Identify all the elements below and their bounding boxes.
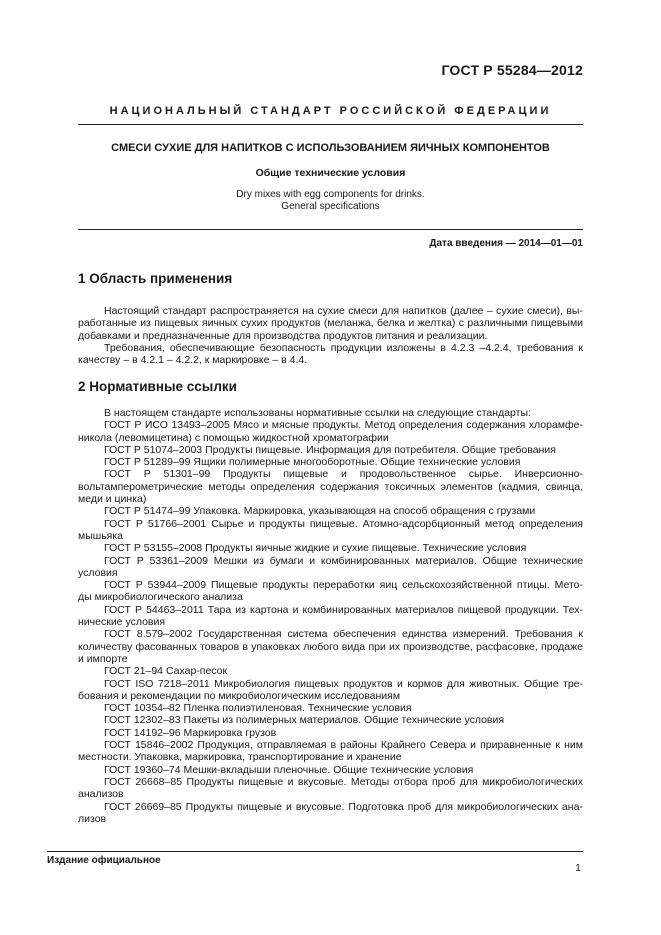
section-2-heading: 2 Нормативные ссылки	[78, 379, 237, 394]
reference-line: никола (левомицетина) с помощью жидкостной хроматографии	[78, 431, 389, 444]
reference-line: ГОСТ Р 54463–2011 Тара из картона и комбинированных материалов пищевой продукции. Тех-	[104, 603, 583, 616]
reference-line: вольтамперометрические методы определения содержания токсичных элементов (кадмия, свинца,	[78, 480, 584, 493]
reference-line: ГОСТ 19360–74 Мешки-вкладыши пленочные. Общие технические условия	[104, 763, 474, 776]
reference-line: ГОСТ Р 51074–2003 Продукты пищевые. Информация для потребителя. Общие требования	[104, 443, 556, 456]
reference-line: количеству фасованных товаров в упаковках любого вида при их производстве, расфасовке, продаже	[78, 640, 583, 653]
reference-line: ГОСТ 21–94 Сахар-песок	[104, 665, 228, 678]
section-1-body	[78, 305, 583, 366]
reference-line: местности. Упаковка, маркировка, транспортирование и хранение	[78, 751, 402, 764]
footer-divider	[47, 851, 583, 852]
reference-line: и импорте	[78, 652, 128, 665]
reference-line: ГОСТ Р 53361–2009 Мешки из бумаги и комбинированных материалов. Общие технические	[104, 554, 584, 567]
section-1-line: работанные из пищевых яичных сухих продуктов (меланжа, белка и желтка) с различными пищевыми	[78, 317, 584, 330]
reference-line: ГОСТ Р 53155–2008 Продукты яичные жидкие и сухие пищевые. Технические условия	[104, 542, 527, 555]
reference-line: ГОСТ ISO 7218–2011 Микробиология пищевых продуктов и кормов для животных. Общие тре-	[104, 677, 583, 690]
standard-type-line: НАЦИОНАЛЬНЫЙ СТАНДАРТ РОССИЙСКОЙ ФЕДЕРАЦИИ	[109, 105, 552, 117]
english-title	[0, 189, 661, 213]
section-1-heading: 1 Область применения	[78, 271, 233, 286]
reference-line: ГОСТ 15846–2002 Продукция, отправляемая в районы Крайнего Севера и приравненные к ним	[104, 739, 583, 752]
page-number: 1	[575, 862, 581, 874]
reference-line: ГОСТ Р 53944–2009 Пищевые продукты переработки яиц сельскохозяйственной птицы. Мето-	[104, 579, 583, 592]
reference-line: ГОСТ Р 51766–2001 Сырье и продукты пищевые. Атомно-адсорбционный метод определения	[104, 517, 583, 530]
reference-line: лизов	[78, 812, 107, 825]
top-divider	[78, 124, 583, 125]
reference-line: ГОСТ 14192–96 Маркировка грузов	[104, 726, 277, 739]
reference-line: ГОСТ 26669–85 Продукты пищевые и вкусовые. Подготовка проб для микробиологических ана-	[104, 800, 583, 813]
section-1-line: добавками и предназначенные для производства продуктов питания и реализации.	[78, 329, 488, 342]
title-divider	[78, 229, 583, 230]
reference-line: ГОСТ Р 51474–99 Упаковка. Маркировка, указывающая на способ обращения с грузами	[104, 505, 536, 518]
reference-line: ГОСТ 8.579–2002 Государственная система обеспечения единства измерений. Требования к	[104, 628, 584, 641]
reference-line: анализов	[78, 788, 124, 801]
introduction-date: Дата введения — 2014—01—01	[429, 238, 583, 249]
reference-line: ГОСТ 12302–83 Пакеты из полимерных материалов. Общие технические условия	[104, 714, 505, 727]
reference-line: ГОСТ Р ИСО 13493–2005 Мясо и мясные продукты. Метод определения содержания хлорамфе-	[104, 419, 583, 432]
section-1-line: Настоящий стандарт распространяется на сухие смеси для напитков (далее – сухие смеси), вы-	[104, 305, 583, 317]
document-title: СМЕСИ СУХИЕ ДЛЯ НАПИТКОВ С ИСПОЛЬЗОВАНИЕМ ЯИЧНЫХ КОМПОНЕНТОВ	[111, 142, 550, 154]
reference-line: бования и рекомендации по микробиологическим исследованиям	[78, 689, 401, 702]
reference-line: ГОСТ 26668–85 Продукты пищевые и вкусовые. Методы отбора проб для микробиологических	[104, 775, 583, 788]
reference-line: мышьяка	[78, 529, 124, 542]
reference-line: ГОСТ Р 51301–99 Продукты пищевые и продовольственное сырье. Инверсионно-	[104, 468, 583, 481]
document-code: ГОСТ Р 55284—2012	[441, 62, 583, 78]
reference-line: ГОСТ 10354–82 Пленка полиэтиленовая. Технические условия	[104, 702, 412, 715]
english-title-line-2: General specifications	[281, 201, 380, 212]
reference-line: ды микробиологического анализа	[78, 591, 243, 604]
section-1-line: качеству – в 4.2.1 – 4.2.2, к маркировке – в 4.4.	[78, 354, 308, 367]
reference-line: меди и цинка)	[78, 493, 147, 506]
edition-label: Издание официальное	[47, 855, 161, 866]
reference-line: условия	[78, 566, 118, 579]
reference-line: В настоящем стандарте использованы нормативные ссылки на следующие стандарты:	[104, 407, 531, 419]
document-subtitle: Общие технические условия	[255, 167, 406, 179]
section-2-references	[78, 407, 583, 825]
english-title-line-1: Dry mixes with egg components for drinks.	[236, 189, 425, 200]
section-1-line: Требования, обеспечивающие безопасность продукции изложены в 4.2.3 –4.2.4, требования к	[104, 341, 583, 354]
reference-line: нические условия	[78, 616, 166, 629]
reference-line: ГОСТ Р 51289–99 Ящики полимерные многооборотные. Общие технические условия	[104, 456, 521, 469]
